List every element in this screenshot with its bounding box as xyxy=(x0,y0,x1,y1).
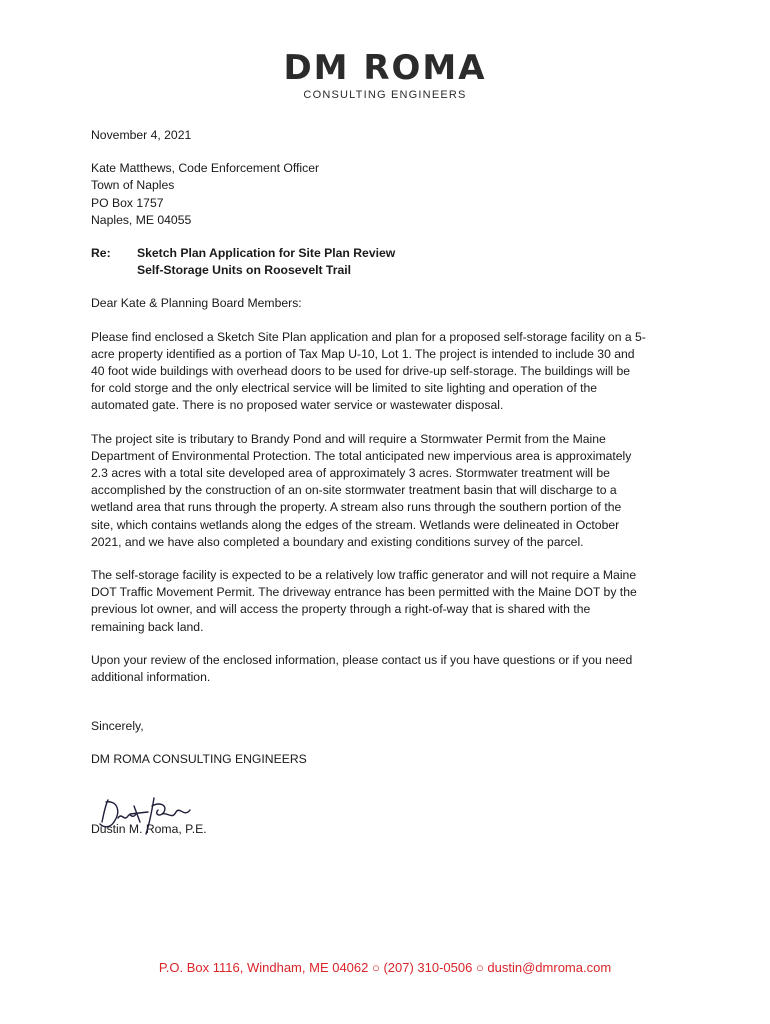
paragraph-line: accomplished by the construction of an on-site stormwater treatment basin that will discharge to a xyxy=(91,483,617,498)
paragraph-line: 2021, and we have also completed a boundary and existing conditions survey of the parcel. xyxy=(91,534,584,549)
paragraph-line: DOT Traffic Movement Permit. The driveway entrance has been permitted with the Maine DOT by the xyxy=(91,585,637,600)
recipient-line: Town of Naples xyxy=(91,178,175,193)
paragraph-line: site, which contains wetlands along the edges of the stream. Wetlands were delineated in October xyxy=(91,517,620,532)
paragraph-line: Department of Environmental Protection. The total anticipated new impervious area is approximately xyxy=(91,448,632,463)
paragraph-line: The self-storage facility is expected to be a relatively low traffic generator and will not require a Maine xyxy=(91,568,637,583)
logo-tagline: CONSULTING ENGINEERS xyxy=(303,89,467,101)
paragraph-line: automated gate. There is no proposed water service or wastewater disposal. xyxy=(91,398,504,413)
paragraph-3 xyxy=(91,567,671,636)
recipient-line: Kate Matthews, Code Enforcement Officer xyxy=(91,161,320,176)
paragraph-line: additional information. xyxy=(91,670,211,685)
paragraph-line: 40 foot wide buildings with overhead doors to be used for drive-up self-storage. The buildings will be xyxy=(91,364,631,379)
paragraph-line: for cold storge and the only electrical service will be limited to site lighting and operation of the xyxy=(91,381,598,396)
paragraph-2 xyxy=(91,431,671,551)
paragraph-line: The project site is tributary to Brandy Pond and will require a Stormwater Permit from the Maine xyxy=(91,431,606,446)
subject-line: Self-Storage Units on Roosevelt Trail xyxy=(137,263,352,278)
subject-line: Sketch Plan Application for Site Plan Review xyxy=(137,246,396,261)
company-logo xyxy=(0,50,770,101)
paragraph-line: Please find enclosed a Sketch Site Plan application and plan for a proposed self-storage facility on a 5- xyxy=(91,329,646,344)
logo-wordmark: DM ROMA xyxy=(283,48,487,88)
footer-contact: P.O. Box 1116, Windham, ME 04062 ○ (207) 310-0506 ○ dustin@dmroma.com xyxy=(158,960,612,975)
paragraph-line: Upon your review of the enclosed information, please contact us if you have questions or if you need xyxy=(91,652,633,667)
salutation: Dear Kate & Planning Board Members: xyxy=(91,296,302,311)
recipient-line: PO Box 1757 xyxy=(91,195,164,210)
paragraph-1 xyxy=(91,329,671,415)
signer-name: Dustin M. Roma, P.E. xyxy=(91,821,207,836)
recipient-line: Naples, ME 04055 xyxy=(91,212,192,227)
company-name: DM ROMA CONSULTING ENGINEERS xyxy=(91,752,307,767)
paragraph-line: 2.3 acres with a total site developed area of approximately 3 acres. Stormwater treatment will be xyxy=(91,466,610,481)
paragraph-line: previous lot owner, and will access the property through a right-of-way that is shared with the xyxy=(91,602,591,617)
paragraph-line: acre property identified as a portion of Tax Map U-10, Lot 1. The project is intended to include 30 and xyxy=(91,346,635,361)
letter-date: November 4, 2021 xyxy=(91,128,192,142)
closing: Sincerely, xyxy=(91,719,144,734)
paragraph-line: remaining back land. xyxy=(91,619,204,634)
subject-block xyxy=(91,245,671,279)
paragraph-4 xyxy=(91,652,671,686)
letter-body xyxy=(91,127,671,838)
handwritten-signature xyxy=(96,792,196,838)
paragraph-line: wetland area that runs through the property. A stream also runs through the southern portion of the xyxy=(91,500,622,515)
subject-label: Re: xyxy=(91,246,111,261)
